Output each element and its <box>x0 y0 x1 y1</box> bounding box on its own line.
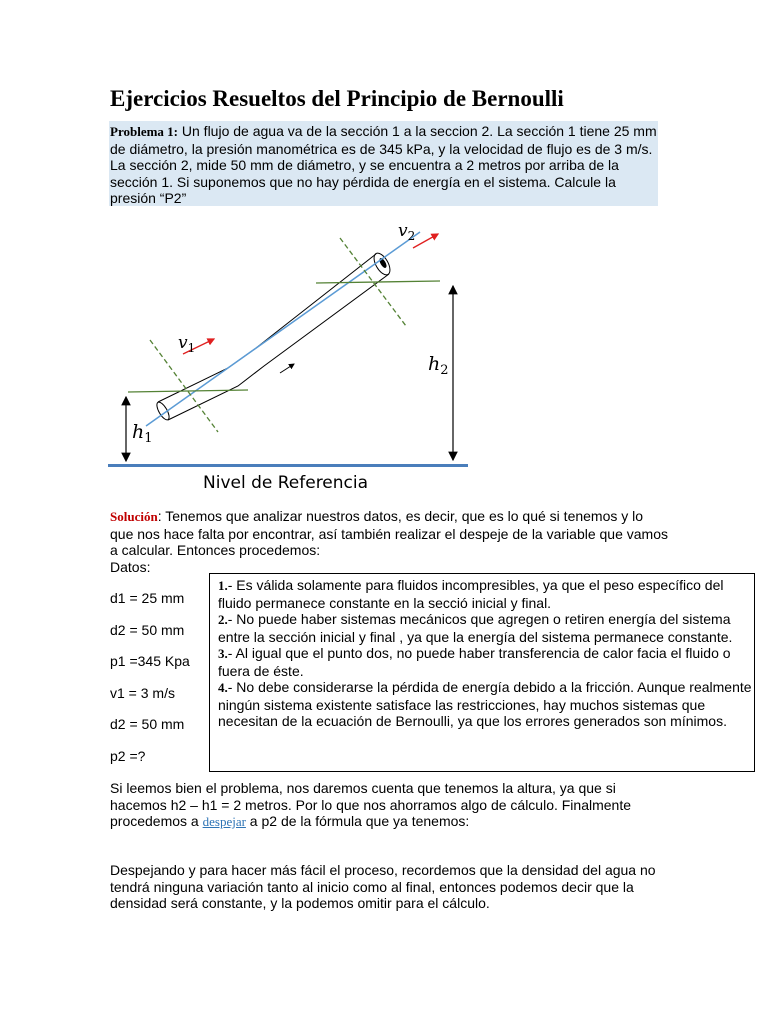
note-number: 2. <box>218 612 228 627</box>
data-item: v1 = 3 m/s <box>110 685 175 701</box>
note-item <box>218 645 754 679</box>
data-item: d1 = 25 mm <box>110 590 185 606</box>
data-item: p2 =? <box>110 748 146 764</box>
page-title: Ejercicios Resueltos del Principio de Bernoulli <box>110 86 564 111</box>
h2-label: $h_2$ <box>428 353 449 378</box>
note-item <box>218 611 754 645</box>
paragraph-text: Si leemos bien el problema, nos daremos cuenta que tenemos la altura, ya que si hacemos h2 – h1 = 2 metros. Por lo que nos ahorramos algo de cálculo. Finalmente procedemos a <box>110 780 632 829</box>
density-paragraph: Despejando y para hacer más fácil el proceso, recordemos que la densidad del agua no tendrá ninguna variación tanto al inicio como al final, entonces podemos decir que la densidad será constante, y la podemos omitir para el cálculo. <box>110 862 656 911</box>
v2-label: $v_2$ <box>398 221 416 243</box>
height-paragraph <box>110 780 670 831</box>
flow-direction-arrow <box>280 364 294 373</box>
paragraph-text: a p2 de la fórmula que ya tenemos: <box>245 813 470 829</box>
problem-statement <box>110 123 662 207</box>
data-item: d2 = 50 mm <box>110 716 185 732</box>
note-text: - Al igual que el punto dos, no puede haber transferencia de calor facia el fluido o fuera de éste. <box>218 645 731 679</box>
v2-arrow <box>413 234 438 248</box>
note-number: 1. <box>218 578 228 593</box>
despejar-link[interactable]: despejar <box>202 814 246 829</box>
solution-label: Solución <box>110 509 158 524</box>
solution-paragraph <box>110 508 670 559</box>
problem-label: Problema 1: <box>110 124 178 139</box>
v1-label: $v_1$ <box>178 333 196 355</box>
data-item: d2 = 50 mm <box>110 622 185 638</box>
note-text: - Es válida solamente para fluidos incompresibles, ya que el peso específico del fluido permanece constante en la secció inicial y final. <box>218 577 724 611</box>
data-heading: Datos: <box>110 559 151 575</box>
bernoulli-restrictions-box <box>209 573 755 772</box>
note-number: 3. <box>218 646 228 661</box>
reference-label: Nivel de Referencia <box>203 473 369 493</box>
note-text: - No debe considerarse la pérdida de energía debido a la fricción. Aunque realmente ningún sistema existente satisface las restricciones, hay muchos sistemas que necesitan de la ecuación de Bernoulli, ya que los errores generados son mínimos. <box>218 679 752 729</box>
data-item: p1 =345 Kpa <box>110 653 190 669</box>
note-text: - No puede haber sistemas mecánicos que agregen o retiren energía del sistema entre la sección inicial y final , ya que la energía del sistema permanece constante. <box>218 611 733 645</box>
pipe-axis <box>146 232 420 426</box>
note-item <box>218 577 754 611</box>
section-lines <box>128 238 440 432</box>
note-number: 4. <box>218 680 228 695</box>
pipe-diagram <box>108 218 470 500</box>
problem-text: Un flujo de agua va de la sección 1 a la seccion 2. La sección 1 tiene 25 mm de diámetro, la presión manométrica es de 345 kPa, y la velocidad de flujo es de 3 m/s. La sección 2, mide 50 mm de diámetro, y se encuentra a 2 metros por arriba de la sección 1. Si suponemos que no hay pérdida de energía en el sistema. Calcule la presión “P2” <box>110 123 657 206</box>
h1-label: $h_1$ <box>132 421 153 446</box>
solution-text: : Tenemos que analizar nuestros datos, es decir, que es lo qué si tenemos y lo que nos hace falta por encontrar, así también realizar el despeje de la variable que vamos a calcular. Entonces procedemos: <box>110 508 669 558</box>
note-item <box>218 679 754 730</box>
reference-line <box>108 464 468 467</box>
